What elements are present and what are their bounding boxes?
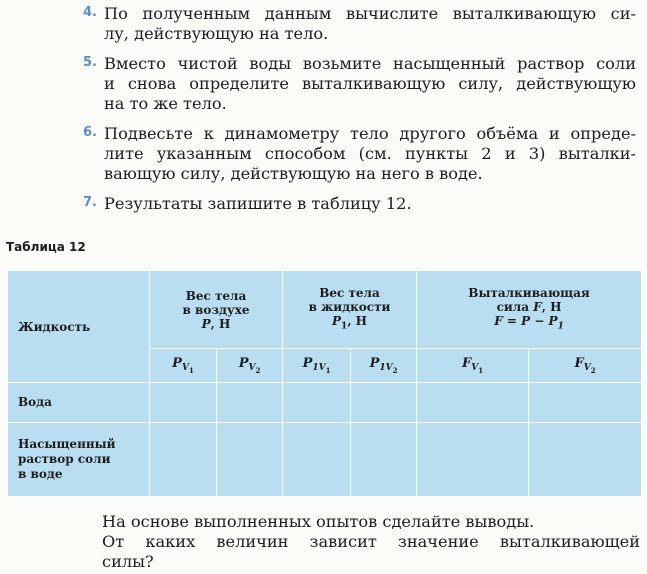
table-row <box>8 423 642 497</box>
symbol: P <box>201 316 211 331</box>
table-cell <box>529 423 642 497</box>
subheader-cell: $P_{1V_2}$ <box>351 349 417 383</box>
table-cell <box>351 383 417 423</box>
step-line: По полученным данным вычислите выталкивающую си- <box>104 4 636 23</box>
header-text: Вес тела <box>185 288 247 303</box>
step-5 <box>0 54 647 114</box>
header-text: Вес тела <box>319 285 380 300</box>
step-number: 6. <box>83 125 97 140</box>
subscript: 1 <box>557 321 564 332</box>
header-text: в воздухе <box>182 302 250 317</box>
step-line: Вместо чистой воды возьмите насыщенный раствор соли <box>104 54 636 73</box>
table-cell <box>417 423 529 497</box>
conclusion-text <box>102 512 640 572</box>
row-label-saline: Насыщенный раствор соли в воде <box>8 423 150 497</box>
step-line: и снова определите выталкивающую силу, действующую <box>104 74 636 93</box>
step-line: Результаты запишите в таблицу 12. <box>104 194 412 213</box>
table-cell <box>283 383 351 423</box>
step-line: на то же тело. <box>104 94 227 113</box>
table-cell <box>217 383 283 423</box>
subheader-cell: $F_{V_2}$ <box>529 349 642 383</box>
results-table <box>7 270 641 496</box>
symbol: P <box>332 313 342 328</box>
subheader-cell: $F_{V_1}$ <box>417 349 529 383</box>
table-cell <box>351 423 417 497</box>
step-line: лите указанным способом (см. пункты 2 и 3) выталки- <box>104 144 636 163</box>
subheader-cell: $P_{1V_1}$ <box>283 349 351 383</box>
header-text: Выталкивающая <box>468 285 590 300</box>
conclusion-line: От каких величин зависит значение выталкивающей <box>102 532 640 551</box>
header-weight-air <box>150 271 283 349</box>
unit: , Н <box>541 299 562 314</box>
unit: , Н <box>210 316 231 331</box>
step-6 <box>0 124 647 184</box>
step-line: Подвесьте к динамометру тело другого объёма и опреде- <box>104 124 636 143</box>
header-text: сила <box>496 299 534 314</box>
step-line: лу, действующую на тело. <box>104 24 329 43</box>
step-line: вающую силу, действующую на него в воде. <box>104 164 483 183</box>
table-cell <box>217 423 283 497</box>
step-number: 7. <box>83 195 97 210</box>
symbol: F <box>533 299 542 314</box>
step-number: 4. <box>83 5 97 20</box>
table-caption: Таблица 12 <box>6 240 86 254</box>
table-cell <box>417 383 529 423</box>
table-cell <box>150 383 217 423</box>
table-cell <box>150 423 217 497</box>
subscript: 1 <box>341 321 348 332</box>
conclusion-line: На основе выполненных опытов сделайте выводы. <box>102 512 535 531</box>
unit: , Н <box>347 313 368 328</box>
row-label-water: Вода <box>8 383 150 423</box>
subheader-cell: $P_{V_2}$ <box>217 349 283 383</box>
table-cell <box>529 383 642 423</box>
header-liquid <box>8 271 150 383</box>
header-liquid-label: Жидкость <box>18 319 91 334</box>
table-row <box>8 383 642 423</box>
header-weight-liquid <box>283 271 417 349</box>
step-7 <box>0 194 647 214</box>
table-cell <box>283 423 351 497</box>
step-number: 5. <box>83 55 97 70</box>
conclusion-line: силы? <box>102 552 154 571</box>
header-text: в жидкости <box>308 299 391 314</box>
instruction-steps <box>0 4 647 224</box>
header-buoyant-force <box>417 271 642 349</box>
formula: F = P − P <box>494 313 558 328</box>
subheader-cell: $P_{V_1}$ <box>150 349 217 383</box>
step-4 <box>0 4 647 44</box>
